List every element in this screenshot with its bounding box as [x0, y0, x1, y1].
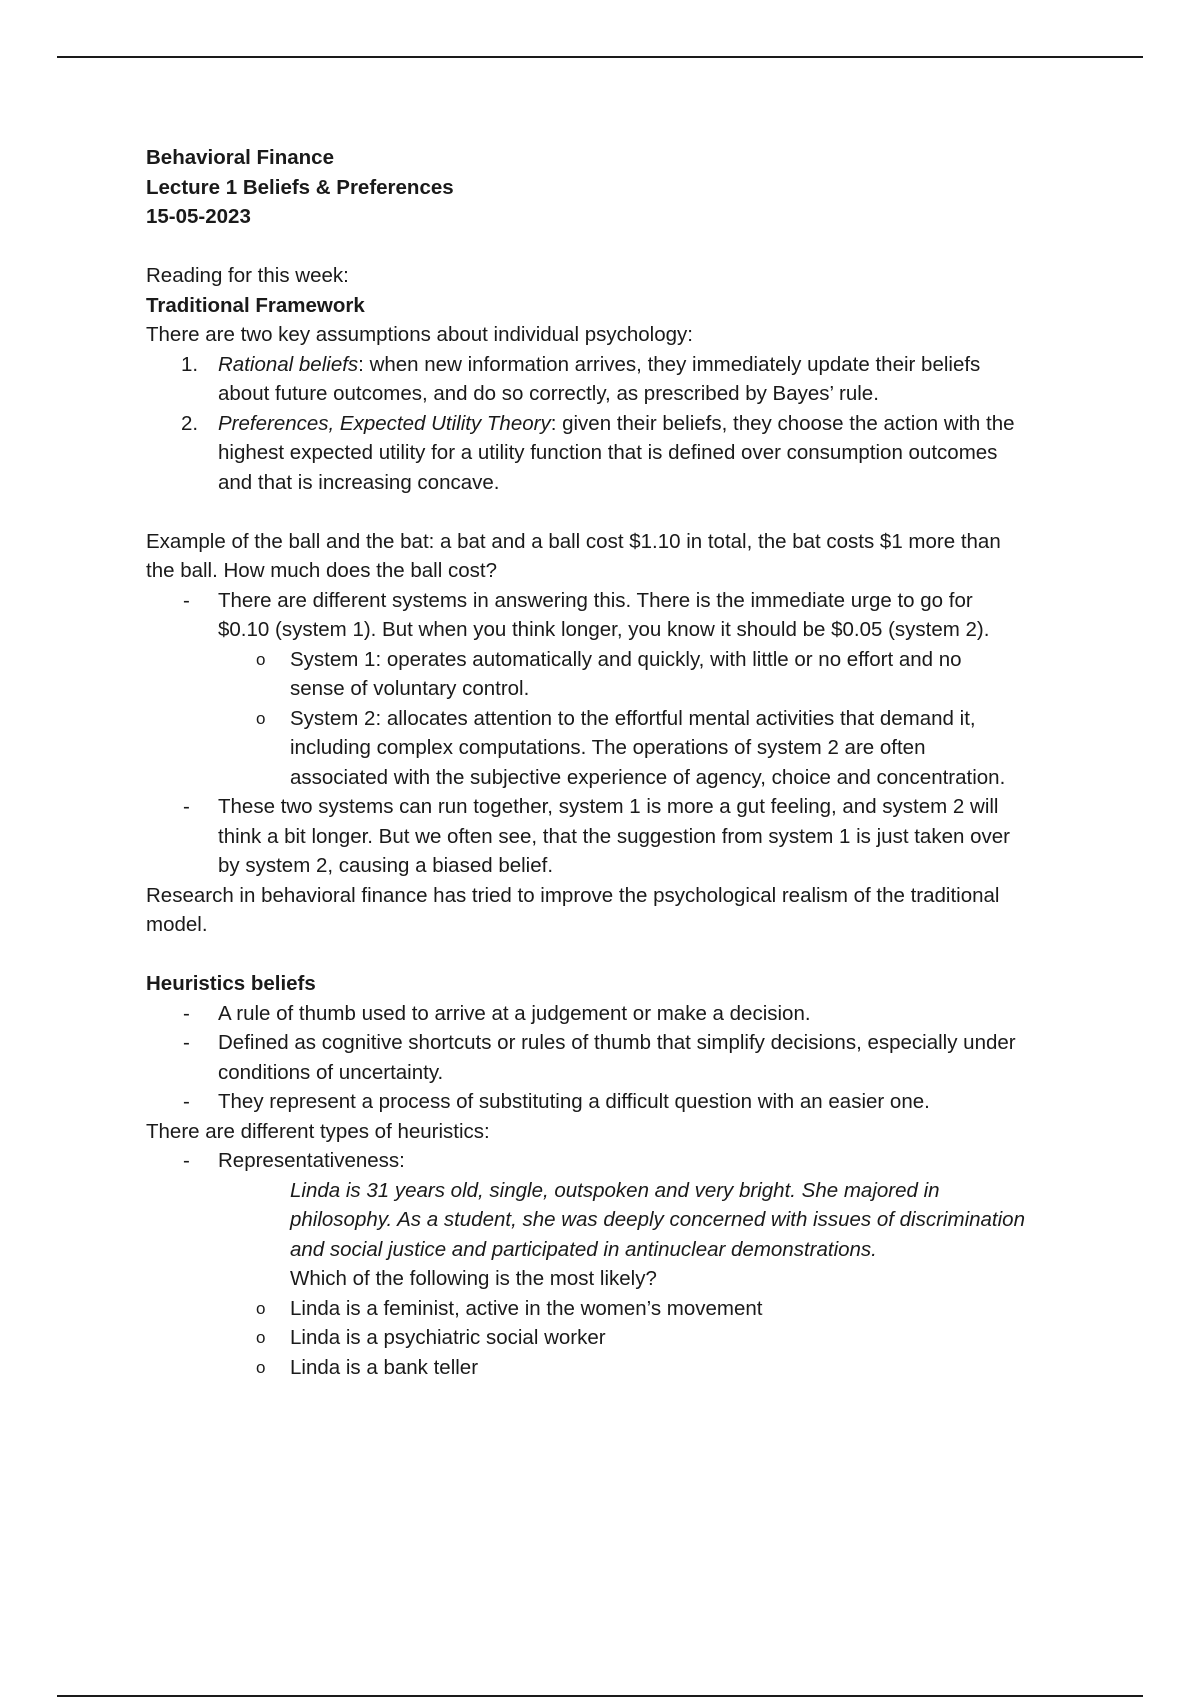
types-intro: There are different types of heuristics:: [146, 1119, 490, 1143]
item-number: 1.: [181, 352, 199, 376]
bottom-rule: [57, 1695, 1143, 1697]
bullet-text-cont: think a bit longer. But we often see, that the suggestion from system 1 is just taken over: [218, 824, 1010, 848]
heuristics-bullet-3: [146, 1087, 1096, 1117]
linda-option-2: [146, 1323, 1096, 1353]
bullet-text: These two systems can run together, system 1 is more a gut feeling, and system 2 will: [218, 795, 999, 818]
spacer: [146, 497, 1096, 527]
numbered-item-1: [146, 350, 1096, 380]
circle-bullet: o: [256, 649, 266, 669]
circle-bullet: o: [256, 1328, 266, 1347]
linda-option-3: [146, 1353, 1096, 1383]
dash-bullet: -: [183, 1031, 190, 1054]
item-text: : given their beliefs, they choose the action with the: [550, 411, 1015, 435]
dash-bullet: -: [183, 588, 190, 612]
numbered-item-2-cont: and that is increasing concave.: [218, 470, 500, 494]
sub-bullet-system2: [146, 704, 1096, 734]
dash-bullet: -: [183, 795, 190, 818]
item-term: Preferences, Expected Utility Theory: [218, 411, 551, 435]
item-text: : when new information arrives, they immediately update their beliefs: [358, 352, 981, 376]
spacer: [146, 940, 1096, 970]
top-rule: [57, 56, 1143, 58]
dash-bullet: -: [183, 1149, 190, 1172]
numbered-item-1-cont: about future outcomes, and do so correctly, as prescribed by Bayes’ rule.: [218, 382, 879, 405]
bullet-text-cont: by system 2, causing a biased belief.: [218, 854, 554, 877]
linda-question: Which of the following is the most likely?: [290, 1267, 657, 1290]
linda-description: Linda is 31 years old, single, outspoken and very bright. She majored in: [290, 1178, 940, 1202]
linda-option-1: [146, 1294, 1096, 1324]
circle-bullet: o: [256, 1298, 266, 1318]
example-text: Example of the ball and the bat: a bat and a ball cost $1.10 in total, the bat costs $1 more than: [146, 529, 1001, 553]
circle-bullet: o: [256, 1357, 266, 1377]
heuristics-heading: Heuristics beliefs: [146, 972, 316, 995]
course-title: Behavioral Finance: [146, 146, 334, 169]
reading-label: Reading for this week:: [146, 264, 349, 287]
heuristics-bullet-2: [146, 1028, 1096, 1058]
lecture-title: Lecture 1 Beliefs & Preferences: [146, 175, 454, 199]
bullet-text: There are different systems in answering this. There is the immediate urge to go for: [218, 588, 973, 612]
sub-bullet-system1: [146, 645, 1096, 675]
heuristics-bullet-1: [146, 999, 1096, 1029]
item-number: 2.: [181, 411, 199, 435]
traditional-heading: Traditional Framework: [146, 293, 365, 317]
item-term: Rational beliefs: [218, 352, 359, 376]
research-text: Research in behavioral finance has tried to improve the psychological realism of the traditional: [146, 883, 1000, 907]
example-text: the ball. How much does the ball cost?: [146, 559, 497, 582]
sub-bullet-text-cont: including complex computations. The operations of system 2 are often: [290, 736, 926, 759]
bullet-text-cont: $0.10 (system 1). But when you think longer, you know it should be $0.05 (system 2).: [218, 618, 990, 641]
bullet-text: They represent a process of substituting a difficult question with an easier one.: [218, 1090, 930, 1113]
bullet-systems: [146, 586, 1096, 616]
dash-bullet: -: [183, 1090, 190, 1113]
option-text: Linda is a feminist, active in the women’s movement: [290, 1296, 763, 1320]
representativeness-bullet: [146, 1146, 1096, 1176]
numbered-item-2-cont: highest expected utility for a utility function that is defined over consumption outcomes: [218, 441, 998, 464]
bullet-text: Defined as cognitive shortcuts or rules of thumb that simplify decisions, especially under: [218, 1031, 1016, 1054]
bullet-text-cont: conditions of uncertainty.: [218, 1060, 444, 1084]
bullet-text: A rule of thumb used to arrive at a judgement or make a decision.: [218, 1001, 811, 1025]
research-text: model.: [146, 913, 208, 936]
linda-description: and social justice and participated in antinuclear demonstrations.: [290, 1237, 877, 1261]
sub-bullet-text: System 1: operates automatically and quickly, with little or no effort and no: [290, 647, 962, 671]
option-text: Linda is a bank teller: [290, 1355, 479, 1379]
traditional-intro: There are two key assumptions about individual psychology:: [146, 323, 693, 346]
linda-description: philosophy. As a student, she was deeply concerned with issues of discrimination: [290, 1208, 1025, 1231]
circle-bullet: o: [256, 708, 266, 728]
lecture-date: 15-05-2023: [146, 205, 251, 228]
option-text: Linda is a psychiatric social worker: [290, 1326, 606, 1349]
numbered-item-2: [146, 409, 1096, 439]
sub-bullet-text-cont: associated with the subjective experience of agency, choice and concentration.: [290, 765, 1006, 789]
sub-bullet-text-cont: sense of voluntary control.: [290, 677, 530, 700]
dash-bullet: -: [183, 1001, 190, 1025]
document-body: [146, 143, 1096, 1382]
sub-bullet-text: System 2: allocates attention to the effortful mental activities that demand it,: [290, 706, 976, 730]
bullet-text: Representativeness:: [218, 1149, 405, 1172]
bullet-run-together: [146, 792, 1096, 822]
spacer: [146, 232, 1096, 262]
